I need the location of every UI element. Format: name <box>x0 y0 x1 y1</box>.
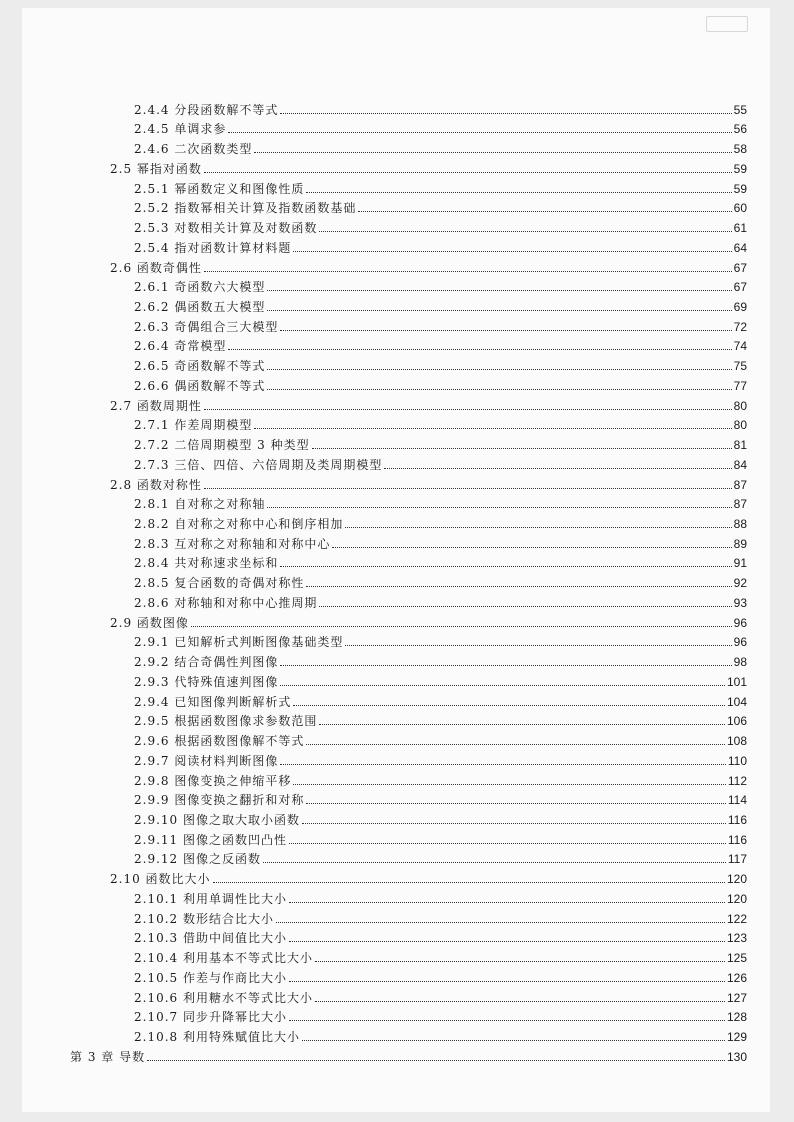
dot-leader <box>293 705 725 706</box>
toc-entry-title: 2.10.3 借助中间值比大小 <box>134 931 287 946</box>
dot-leader <box>213 882 725 883</box>
toc-entry-page-number: 67 <box>733 280 747 295</box>
toc-entry-page-number: 101 <box>726 674 747 689</box>
toc-entry-page-number: 81 <box>733 438 747 453</box>
toc-entry-title: 2.4.5 单调求参 <box>134 122 227 137</box>
toc-entry-page-number: 112 <box>727 773 747 788</box>
toc-entry[interactable] <box>134 906 747 926</box>
toc-entry-page-number: 75 <box>733 359 747 374</box>
toc-entry-title: 2.8.5 复合函数的奇偶对称性 <box>134 576 305 591</box>
toc-entry-page-number: 80 <box>733 418 747 433</box>
toc-entry[interactable] <box>134 827 747 847</box>
toc-entry-page-number: 58 <box>733 142 747 157</box>
toc-entry[interactable] <box>110 156 747 176</box>
toc-entry-title: 2.10.4 利用基本不等式比大小 <box>134 951 313 966</box>
toc-entry-title: 2.5.4 指对函数计算材料题 <box>134 240 292 255</box>
toc-entry-title: 2.5.1 幂函数定义和图像性质 <box>134 181 305 196</box>
toc-entry-title: 2.5.2 指数幂相关计算及指数函数基础 <box>134 201 357 216</box>
toc-entry[interactable] <box>134 945 747 965</box>
toc-entry-title: 2.9.8 图像变换之伸缩平移 <box>134 773 292 788</box>
toc-entry[interactable] <box>134 353 747 373</box>
toc-entry-title: 2.9.11 图像之函数凹凸性 <box>134 832 287 847</box>
dot-leader <box>267 507 731 508</box>
dot-leader <box>204 409 732 410</box>
toc-entry-page-number: 96 <box>733 635 747 650</box>
toc-entry-page-number: 123 <box>726 931 747 946</box>
dot-leader <box>228 132 731 133</box>
toc-entry-page-number: 64 <box>733 240 747 255</box>
dot-leader <box>289 1020 725 1021</box>
dot-leader <box>306 803 726 804</box>
toc-entry-title: 2.8.6 对称轴和对称中心推周期 <box>134 595 318 610</box>
dot-leader <box>302 1040 725 1041</box>
toc-entry[interactable] <box>134 847 747 867</box>
dot-leader <box>267 310 731 311</box>
dot-leader <box>345 645 731 646</box>
dot-leader <box>332 547 731 548</box>
dot-leader <box>280 566 731 567</box>
toc-entry[interactable] <box>134 511 747 531</box>
toc-entry-title: 2.9.5 根据函数图像求参数范围 <box>134 714 318 729</box>
toc-entry-title: 2.7.2 二倍周期模型 3 种类型 <box>134 438 310 453</box>
toc-entry[interactable] <box>134 1005 747 1025</box>
dot-leader <box>302 823 726 824</box>
dot-leader <box>319 724 725 725</box>
dot-leader <box>289 941 725 942</box>
toc-entry[interactable] <box>134 294 747 314</box>
toc-entry-page-number: 84 <box>733 457 747 472</box>
dot-leader <box>263 862 726 863</box>
toc-entry-title: 2.4.6 二次函数类型 <box>134 142 253 157</box>
toc-entry-page-number: 129 <box>726 1029 747 1044</box>
toc-entry-title: 2.8.2 自对称之对称中心和倒序相加 <box>134 517 344 532</box>
toc-entry-title: 2.9.10 图像之取大取小函数 <box>134 812 300 827</box>
toc-entry-page-number: 72 <box>733 319 747 334</box>
toc-entry-title: 2.6.3 奇偶组合三大模型 <box>134 319 279 334</box>
toc-entry[interactable] <box>134 235 747 255</box>
toc-entry[interactable] <box>134 334 747 354</box>
toc-entry-page-number: 87 <box>733 477 747 492</box>
toc-entry-page-number: 116 <box>727 812 747 827</box>
toc-entry[interactable] <box>110 393 747 413</box>
toc-entry[interactable] <box>134 215 747 235</box>
toc-entry[interactable] <box>134 571 747 591</box>
toc-entry-page-number: 127 <box>726 990 747 1005</box>
toc-entry[interactable] <box>134 985 747 1005</box>
dot-leader <box>358 211 731 212</box>
toc-entry-page-number: 114 <box>727 793 747 808</box>
toc-entry[interactable] <box>134 788 747 808</box>
toc-entry-page-number: 125 <box>726 951 747 966</box>
toc-entry-title: 2.5.3 对数相关计算及对数函数 <box>134 221 318 236</box>
toc-entry-title: 2.8 函数对称性 <box>110 477 202 492</box>
dot-leader <box>306 586 731 587</box>
toc-entry-title: 2.5 幂指对函数 <box>110 161 202 176</box>
toc-entry-title: 2.6 函数奇偶性 <box>110 260 202 275</box>
toc-entry-title: 2.6.4 奇常模型 <box>134 339 227 354</box>
dot-leader <box>267 389 731 390</box>
toc-entry[interactable] <box>134 452 747 472</box>
dot-leader <box>280 113 731 114</box>
toc-entry-title: 2.9.12 图像之反函数 <box>134 852 261 867</box>
toc-entry[interactable] <box>134 136 747 156</box>
toc-entry-title: 2.10.1 利用单调性比大小 <box>134 891 287 906</box>
toc-entry-title: 2.8.4 共对称速求坐标和 <box>134 556 279 571</box>
toc-entry[interactable] <box>110 866 747 886</box>
dot-leader <box>147 1060 725 1061</box>
toc-entry[interactable] <box>134 728 747 748</box>
dot-leader <box>280 330 731 331</box>
dot-leader <box>191 626 732 627</box>
toc-entry[interactable] <box>134 531 747 551</box>
toc-entry[interactable] <box>134 97 747 117</box>
toc-entry-page-number: 120 <box>726 891 747 906</box>
toc-entry[interactable] <box>134 590 747 610</box>
toc-entry[interactable] <box>134 373 747 393</box>
toc-entry-title: 2.7.3 三倍、四倍、六倍周期及类周期模型 <box>134 457 383 472</box>
dot-leader <box>204 488 732 489</box>
toc-entry-title: 2.9 函数图像 <box>110 615 189 630</box>
toc-entry-title: 第 3 章 导数 <box>70 1049 146 1064</box>
toc-entry-title: 2.10.2 数形结合比大小 <box>134 911 274 926</box>
dot-leader <box>306 192 731 193</box>
toc-entry-title: 2.4.4 分段函数解不等式 <box>134 102 279 117</box>
toc-entry[interactable] <box>134 413 747 433</box>
toc-entry-page-number: 120 <box>726 872 747 887</box>
dot-leader <box>254 152 731 153</box>
toc-entry-page-number: 88 <box>733 517 747 532</box>
toc-entry-title: 2.10.8 利用特殊赋值比大小 <box>134 1029 300 1044</box>
toc-entry-title: 2.7 函数周期性 <box>110 398 202 413</box>
toc-entry-title: 2.9.9 图像变换之翻折和对称 <box>134 793 305 808</box>
dot-leader <box>289 843 726 844</box>
toc-entry-title: 2.10.5 作差与作商比大小 <box>134 970 287 985</box>
toc-entry-page-number: 126 <box>726 970 747 985</box>
toc-entry-title: 2.6.2 偶函数五大模型 <box>134 299 266 314</box>
toc-entry-page-number: 87 <box>733 497 747 512</box>
toc-entry[interactable] <box>134 709 747 729</box>
toc-entry-page-number: 77 <box>733 378 747 393</box>
toc-entry-page-number: 67 <box>733 260 747 275</box>
toc-entry-page-number: 56 <box>733 122 747 137</box>
toc-entry-page-number: 61 <box>733 221 747 236</box>
toc-entry-title: 2.7.1 作差周期模型 <box>134 418 253 433</box>
toc-entry[interactable] <box>134 275 747 295</box>
toc-entry-page-number: 80 <box>733 398 747 413</box>
dot-leader <box>228 349 731 350</box>
dot-leader <box>276 922 725 923</box>
dot-leader <box>384 468 731 469</box>
toc-entry[interactable] <box>134 965 747 985</box>
toc-entry[interactable] <box>134 492 747 512</box>
toc-entry-page-number: 106 <box>726 714 747 729</box>
toc-entry[interactable] <box>134 886 747 906</box>
toc-entry-title: 2.8.1 自对称之对称轴 <box>134 497 266 512</box>
toc-entry-title: 2.6.6 偶函数解不等式 <box>134 378 266 393</box>
toc-entry-page-number: 116 <box>727 832 747 847</box>
dot-leader <box>280 665 731 666</box>
toc-entry-page-number: 59 <box>733 181 747 196</box>
toc-entry[interactable] <box>110 472 747 492</box>
toc-entry-page-number: 122 <box>726 911 747 926</box>
toc-entry-page-number: 130 <box>726 1049 747 1064</box>
dot-leader <box>319 231 731 232</box>
toc-entry[interactable] <box>134 768 747 788</box>
toc-entry-title: 2.9.3 代特殊值速判图像 <box>134 674 279 689</box>
toc-entry-page-number: 104 <box>726 694 747 709</box>
toc-entry-title: 2.6.1 奇函数六大模型 <box>134 280 266 295</box>
toc-entry-title: 2.10.7 同步升降幂比大小 <box>134 1010 287 1025</box>
toc-entry[interactable] <box>134 926 747 946</box>
toc-entry-title: 2.10 函数比大小 <box>110 872 211 887</box>
dot-leader <box>312 448 732 449</box>
toc-entry[interactable] <box>70 1044 747 1064</box>
toc-entry-title: 2.6.5 奇函数解不等式 <box>134 359 266 374</box>
toc-entry-page-number: 69 <box>733 299 747 314</box>
toc-entry-page-number: 98 <box>733 655 747 670</box>
dot-leader <box>289 902 725 903</box>
toc-entry-page-number: 55 <box>733 102 747 117</box>
toc-entry-page-number: 89 <box>733 536 747 551</box>
toc-entry-page-number: 91 <box>733 556 747 571</box>
toc-entry[interactable] <box>134 669 747 689</box>
toc-entry[interactable] <box>134 630 747 650</box>
dot-leader <box>306 744 725 745</box>
dot-leader <box>293 784 726 785</box>
toc-entry-page-number: 74 <box>733 339 747 354</box>
toc-entry-page-number: 60 <box>733 201 747 216</box>
toc-entry[interactable] <box>134 649 747 669</box>
dot-leader <box>204 271 732 272</box>
dot-leader <box>267 369 731 370</box>
toc-entry[interactable] <box>134 314 747 334</box>
document-page <box>22 8 770 1112</box>
toc-entry-title: 2.10.6 利用糖水不等式比大小 <box>134 990 313 1005</box>
toc-entry-title: 2.9.2 结合奇偶性判图像 <box>134 655 279 670</box>
toc-entry-page-number: 59 <box>733 161 747 176</box>
toc-entry-page-number: 128 <box>726 1010 747 1025</box>
toc-entry[interactable] <box>134 748 747 768</box>
toc-entry-page-number: 108 <box>726 734 747 749</box>
toc-entry[interactable] <box>134 807 747 827</box>
toc-entry-page-number: 117 <box>727 852 747 867</box>
toc-entry[interactable] <box>134 196 747 216</box>
dot-leader <box>267 290 731 291</box>
toc-entry-title: 2.9.7 阅读材料判断图像 <box>134 753 279 768</box>
dot-leader <box>289 981 725 982</box>
toc-entry[interactable] <box>134 432 747 452</box>
toc-entry[interactable] <box>134 176 747 196</box>
toc-entry-title: 2.9.1 已知解析式判断图像基础类型 <box>134 635 344 650</box>
dot-leader <box>204 172 732 173</box>
toc-entry[interactable] <box>134 551 747 571</box>
dot-leader <box>315 961 725 962</box>
toc-entry[interactable] <box>134 1024 747 1044</box>
toc-entry-title: 2.9.4 已知图像判断解析式 <box>134 694 292 709</box>
toc-entry-page-number: 92 <box>733 576 747 591</box>
dot-leader <box>280 685 725 686</box>
dot-leader <box>315 1001 725 1002</box>
toc-entry[interactable] <box>110 255 747 275</box>
toc-entry[interactable] <box>110 610 747 630</box>
toc-entry-page-number: 93 <box>733 595 747 610</box>
toc-entry[interactable] <box>134 689 747 709</box>
dot-leader <box>319 606 731 607</box>
toc-entry-page-number: 110 <box>727 753 747 768</box>
corner-mark <box>706 16 748 32</box>
dot-leader <box>280 764 726 765</box>
dot-leader <box>254 428 731 429</box>
toc-entry-title: 2.8.3 互对称之对称轴和对称中心 <box>134 536 331 551</box>
toc-entry-title: 2.9.6 根据函数图像解不等式 <box>134 734 305 749</box>
dot-leader <box>345 527 731 528</box>
dot-leader <box>293 251 731 252</box>
toc-entry-page-number: 96 <box>733 615 747 630</box>
toc-entry[interactable] <box>134 117 747 137</box>
